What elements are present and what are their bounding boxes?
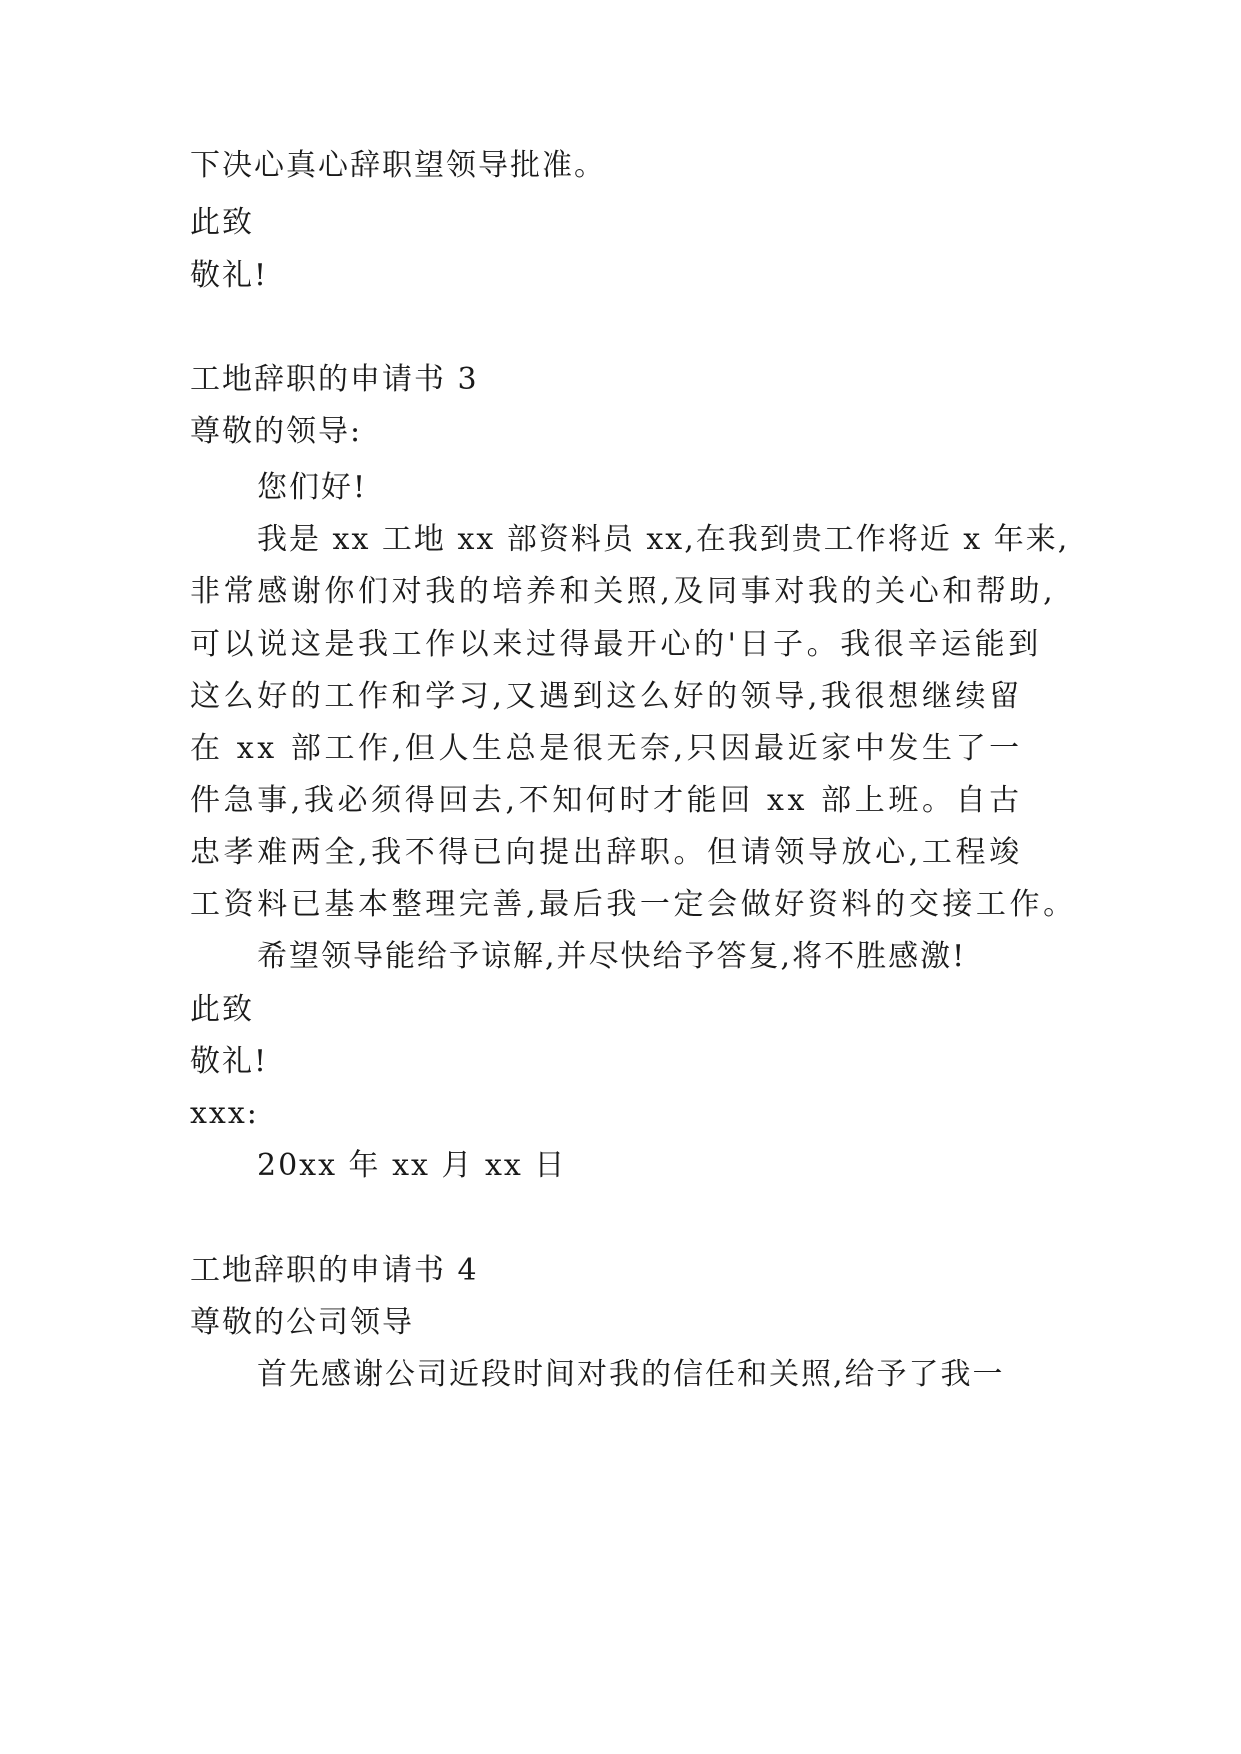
closing-salutation: 此致	[190, 205, 254, 240]
closing-salutation: 此致	[190, 992, 254, 1027]
body-paragraph-line: 希望领导能给予谅解,并尽快给予答复,将不胜感激!	[257, 939, 967, 974]
body-paragraph-line: 我是 xx 工地 xx 部资料员 xx,在我到贵工作将近 x 年来,	[257, 522, 1070, 557]
body-paragraph-line: 非常感谢你们对我的培养和关照,及同事对我的关心和帮助,	[190, 574, 1057, 609]
body-paragraph-line: 这么好的工作和学习,又遇到这么好的领导,我很想继续留	[190, 679, 1023, 714]
greeting-hello: 您们好!	[257, 470, 368, 505]
body-paragraph-line: 忠孝难两全,我不得已向提出辞职。但请领导放心,工程竣	[190, 835, 1023, 870]
body-paragraph-line: 可以说这是我工作以来过得最开心的'日子。我很辛运能到	[190, 627, 1042, 662]
signature-date: 20xx 年 xx 月 xx 日	[257, 1148, 567, 1183]
greeting-line: 尊敬的领导:	[190, 414, 363, 449]
body-paragraph-line: 在 xx 部工作,但人生总是很无奈,只因最近家中发生了一	[190, 731, 1023, 766]
text-line-continuation: 下决心真心辞职望领导批准。	[190, 148, 606, 183]
body-paragraph-line: 件急事,我必须得回去,不知何时才能回 xx 部上班。自古	[190, 783, 1023, 818]
section-heading-3: 工地辞职的申请书 3	[190, 362, 479, 397]
body-paragraph-line: 工资料已基本整理完善,最后我一定会做好资料的交接工作。	[190, 887, 1077, 922]
closing-regards: 敬礼!	[190, 1044, 269, 1079]
signature-name: xxx:	[190, 1096, 259, 1131]
section-heading-4: 工地辞职的申请书 4	[190, 1253, 479, 1288]
closing-regards: 敬礼!	[190, 258, 269, 293]
greeting-line: 尊敬的公司领导	[190, 1305, 414, 1340]
body-paragraph-line: 首先感谢公司近段时间对我的信任和关照,给予了我一	[257, 1357, 1005, 1392]
